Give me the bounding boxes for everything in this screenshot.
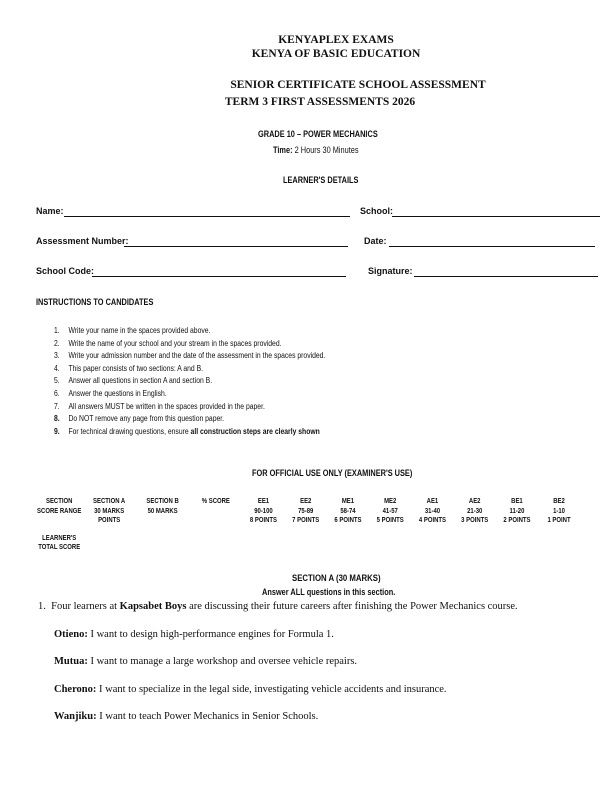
instruction-item: 4. This paper consists of two sections: A and B. [54,363,204,373]
exam-body-title: KENYAPLEX EXAMS [278,34,394,46]
speaker-otieno: Otieno: I want to design high-performance engines for Formula 1. [54,629,334,640]
speaker-mutua: Mutua: I want to manage a large workshop and oversee vehicle repairs. [54,656,358,667]
header-ee2: EE2 75-89 7 POINTS [292,498,320,524]
score-table-header-row [36,497,580,526]
instruction-item: 7. All answers MUST be written in the spaces provided in the paper. [54,401,265,411]
header-me1: ME1 58-74 6 POINTS [334,498,362,524]
question-1: 1. Four learners at Kapsabet Boys are discussing their future careers after finishing the Power Mechanics course. [38,601,518,612]
total-score-label: LEARNER'S TOTAL SCORE [38,534,81,551]
instruction-item: 1. Write your name in the spaces provided above. [54,326,211,335]
instruction-item: 6. Answer the questions in English. [54,388,167,398]
signature-label: Signature: [368,266,413,276]
learner-details-heading: LEARNER'S DETAILS [283,175,359,185]
exam-body-subtitle: KENYA OF BASIC EDUCATION [251,48,421,60]
instruction-item: 5. Answer all questions in section A and section B. [54,376,213,386]
total-cell[interactable] [189,526,242,553]
instruction-item: 9. For technical drawing questions, ensure all construction steps are clearly shown [54,426,320,436]
assessment-number-field[interactable] [124,246,348,247]
question-number: 1. [38,601,46,612]
instruction-item: 2. Write the name of your school and your stream in the spaces provided. [54,338,282,348]
time-allowed [273,145,377,155]
section-a-instruction: Answer ALL questions in this section. [262,587,396,597]
instructions-list [54,326,428,439]
official-use-heading: FOR OFFICIAL USE ONLY (EXAMINER'S USE) [252,468,413,478]
signature-field[interactable] [414,276,598,277]
school-code-field[interactable] [92,276,346,277]
assessment-number-label: Assessment Number: [36,236,129,246]
total-cell[interactable] [136,526,189,553]
name-label: Name: [36,206,64,216]
total-score-row [36,526,580,553]
header-me2: ME2 41-57 5 POINTS [376,498,404,524]
grade-subject: GRADE 10 – POWER MECHANICS [258,129,378,139]
school-code-label: School Code: [36,266,94,276]
time-value: 2 Hours 30 Minutes [294,145,359,155]
header-be2: BE2 1-10 1 POINT [547,498,571,524]
instruction-item: 8. Do NOT remove any page from this question paper. [54,414,225,424]
header-be1: BE1 11-20 2 POINTS [503,498,531,524]
total-cell[interactable] [82,526,135,553]
school-field[interactable] [392,216,600,217]
header-section: SECTION SCORE RANGE [37,498,82,515]
speaker-cherono: Cherono: I want to specialize in the legal side, investigating vehicle accidents and insurance. [54,684,447,695]
time-label: Time: [273,145,293,155]
instructions-heading: INSTRUCTIONS TO CANDIDATES [36,297,154,307]
date-label: Date: [364,236,387,246]
score-table [36,497,580,553]
header-percent-score: % SCORE [201,498,230,505]
header-ae1: AE1 31-40 4 POINTS [418,498,447,524]
speaker-wanjiku: Wanjiku: I want to teach Power Mechanics in Senior Schools. [54,711,319,722]
date-field[interactable] [389,246,595,247]
assessment-term: TERM 3 FIRST ASSESSMENTS 2026 [224,96,416,108]
header-section-b: SECTION B 50 MARKS [146,498,179,515]
school-label: School: [360,206,393,216]
header-ee1: EE1 90-100 8 POINTS [249,498,278,524]
instruction-item: 3. Write your admission number and the date of the assessment in the spaces provided. [54,351,326,361]
section-a-title: SECTION A (30 MARKS) [292,573,381,584]
assessment-title: SENIOR CERTIFICATE SCHOOL ASSESSMENT [230,79,486,91]
header-ae2: AE2 21-30 3 POINTS [461,498,489,524]
name-field[interactable] [64,216,350,217]
header-section-a: SECTION A 30 MARKS POINTS [93,498,126,524]
